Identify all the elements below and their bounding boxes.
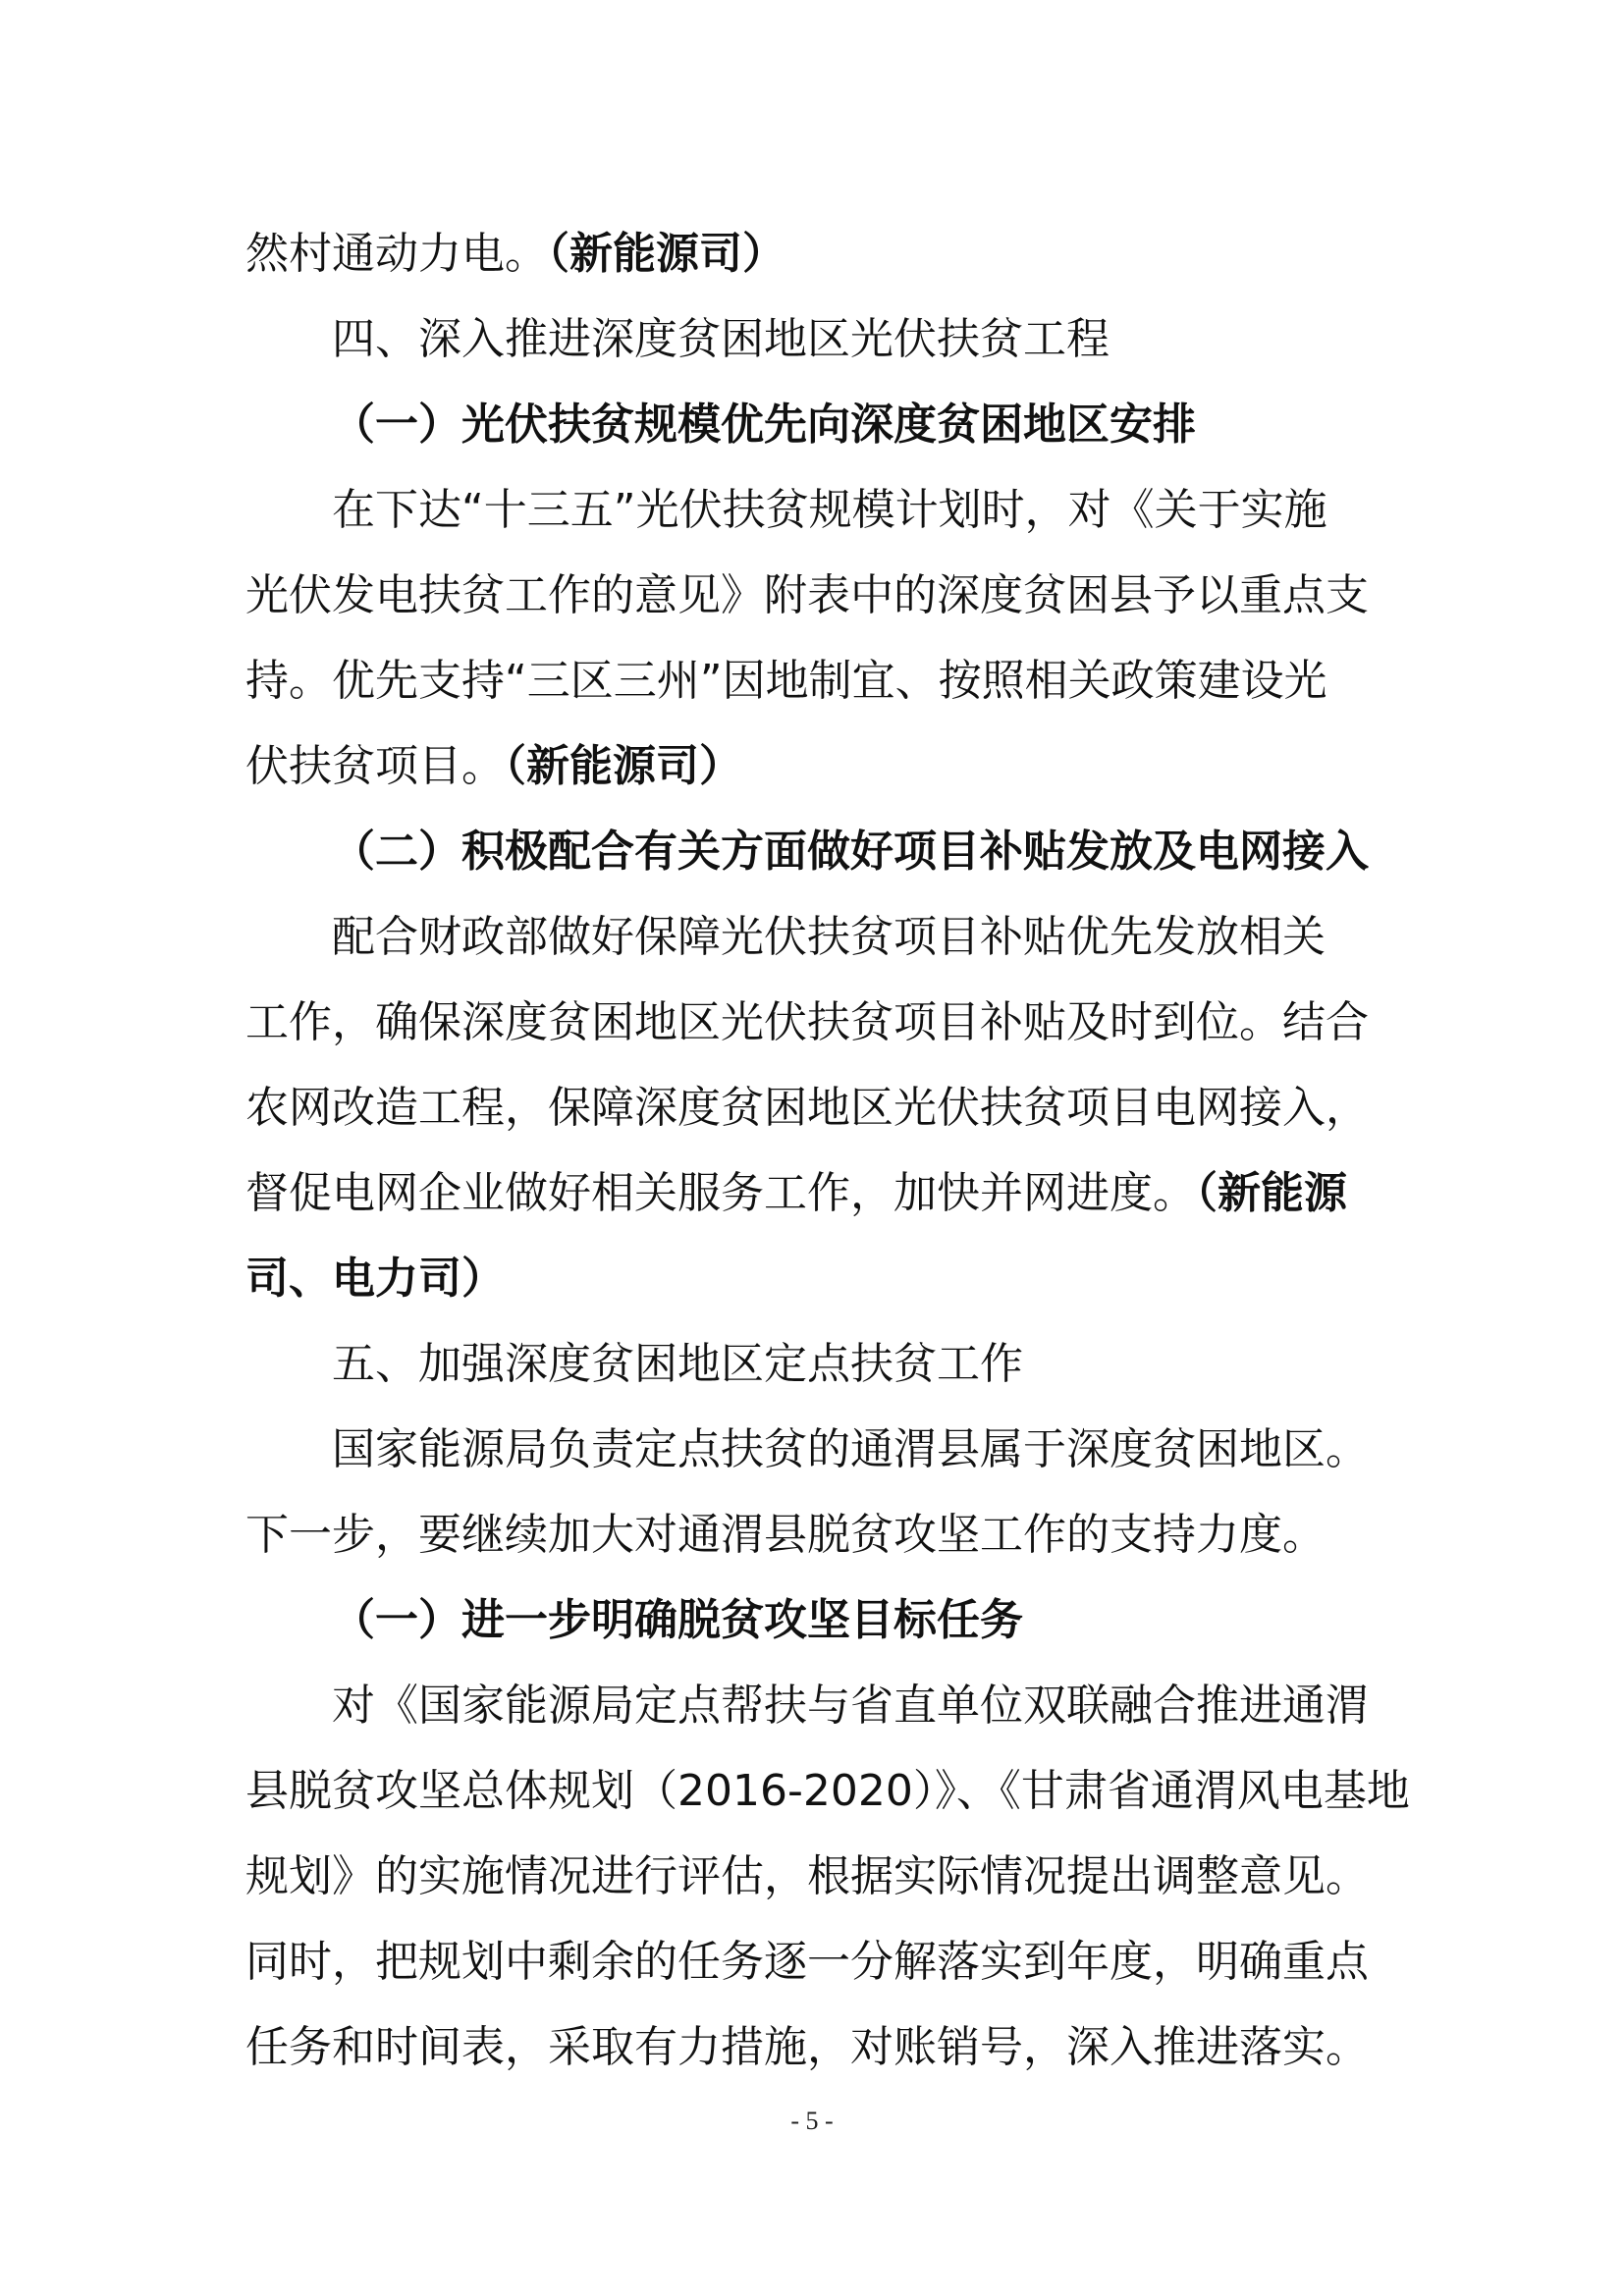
line-text-bold: （新能源司） xyxy=(548,229,785,279)
text-line xyxy=(245,723,1394,809)
line-text: 配合财政部做好保障光伏扶贫项目补贴优先发放相关 xyxy=(332,912,1326,962)
line-text: 伏扶贫项目。 xyxy=(245,741,505,791)
text-line xyxy=(245,1748,1410,1834)
line-text: 规划》的实施情况进行评估，根据实际情况提出调整意见。 xyxy=(245,1851,1369,1901)
line-text: 持。优先支持“三区三州”因地制宜、按照相关政策建设光 xyxy=(245,656,1327,706)
line-text-bold: （新能源 xyxy=(1196,1168,1347,1218)
line-text-bold: （一）光伏扶贫规模优先向深度贫困地区安排 xyxy=(332,400,1196,450)
subsection-heading xyxy=(245,382,1394,467)
line-text-bold: （一）进一步明确脱贫攻坚目标任务 xyxy=(332,1595,1023,1645)
subsection-heading xyxy=(245,809,1394,894)
text-line xyxy=(245,1492,1394,1577)
line-text: 在下达“十三五”光伏扶贫规模计划时，对《关于实施 xyxy=(332,485,1327,535)
section-heading xyxy=(245,296,1394,382)
line-text: 下一步，要继续加大对通渭县脱贫攻坚工作的支持力度。 xyxy=(245,1510,1326,1560)
text-line xyxy=(245,1407,1394,1492)
subsection-heading xyxy=(245,1577,1394,1663)
line-text: 农网改造工程，保障深度贫困地区光伏扶贫项目电网接入， xyxy=(245,1083,1369,1133)
text-line xyxy=(245,2004,1394,2090)
section-heading xyxy=(245,1321,1394,1407)
text-line xyxy=(245,638,1394,723)
text-line xyxy=(245,1236,1394,1321)
text-line xyxy=(245,1065,1394,1150)
line-text: 县脱贫攻坚总体规划（2016-2020）》、《甘肃省通渭风电基地 xyxy=(245,1766,1410,1816)
line-text: 五、加强深度贫困地区定点扶贫工作 xyxy=(332,1339,1023,1389)
line-text: 光伏发电扶贫工作的意见》附表中的深度贫困县予以重点支 xyxy=(245,570,1369,620)
text-line xyxy=(245,1919,1394,2004)
line-text: 工作，确保深度贫困地区光伏扶贫项目补贴及时到位。结合 xyxy=(245,997,1369,1047)
line-text: 对《国家能源局定点帮扶与省直单位双联融合推进通渭 xyxy=(332,1681,1369,1731)
text-line xyxy=(245,1663,1394,1748)
text-line xyxy=(245,467,1394,553)
document-body xyxy=(245,211,1410,2090)
line-text: 四、深入推进深度贫困地区光伏扶贫工程 xyxy=(332,314,1110,364)
text-line xyxy=(245,1150,1394,1236)
page-number: - 5 - xyxy=(790,2107,834,2135)
text-line xyxy=(245,980,1394,1065)
line-text-bold: （二）积极配合有关方面做好项目补贴发放及电网接入 xyxy=(332,827,1369,877)
line-text: 同时，把规划中剩余的任务逐一分解落实到年度，明确重点 xyxy=(245,1937,1369,1987)
text-line xyxy=(245,1834,1394,1919)
line-text: 督促电网企业做好相关服务工作，加快并网进度。 xyxy=(245,1168,1196,1218)
line-text: 国家能源局负责定点扶贫的通渭县属于深度贫困地区。 xyxy=(332,1424,1369,1474)
line-text-bold: （新能源司） xyxy=(505,741,742,791)
line-text: 任务和时间表，采取有力措施，对账销号，深入推进落实。 xyxy=(245,2022,1369,2072)
line-text-bold: 司、电力司） xyxy=(245,1254,505,1304)
text-line xyxy=(245,211,1394,296)
text-line xyxy=(245,553,1394,638)
text-line xyxy=(245,894,1394,980)
line-text: 然村通动力电。 xyxy=(245,229,548,279)
